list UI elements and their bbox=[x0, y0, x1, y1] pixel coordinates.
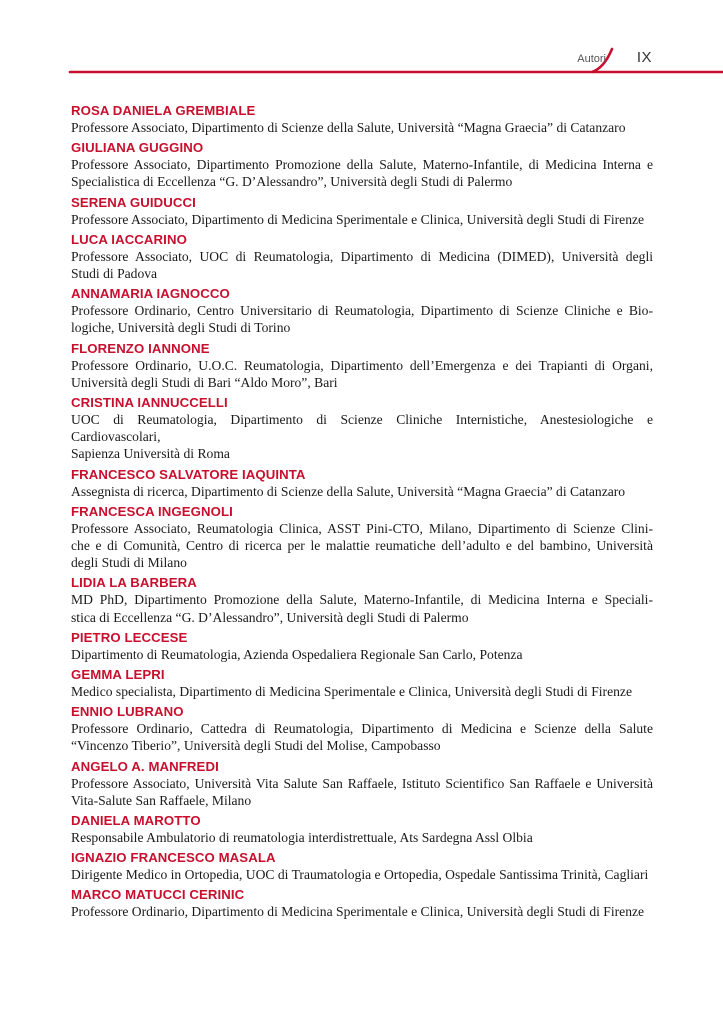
author-name: PIETRO LECCESE bbox=[71, 629, 188, 645]
author-affiliation-line: Responsabile Ambulatorio di reumatologia interdistrettuale, Ats Sardegna Assl Olbia bbox=[71, 830, 533, 846]
author-entry bbox=[71, 231, 653, 282]
author-entry bbox=[71, 394, 653, 463]
author-entry bbox=[71, 285, 653, 336]
author-name: GEMMA LEPRI bbox=[71, 667, 165, 683]
author-entry bbox=[71, 629, 653, 663]
author-entry bbox=[71, 812, 653, 846]
author-entry bbox=[71, 102, 653, 136]
author-affiliation-line: Studi di Padova bbox=[71, 266, 158, 282]
author-entry bbox=[71, 703, 653, 754]
author-affiliation-line: Sapienza Università di Roma bbox=[71, 446, 230, 462]
author-name: MARCO MATUCCI CERINIC bbox=[71, 887, 245, 903]
author-affiliation-line: degli Studi di Milano bbox=[71, 555, 187, 571]
author-affiliation-line: Medico specialista, Dipartimento di Medicina Sperimentale e Clinica, Università degli Studi di Firenze bbox=[71, 684, 632, 700]
author-affiliation-line: Specialistica di Eccellenza “G. D’Alessandro”, Università degli Studi di Palermo bbox=[71, 174, 513, 190]
author-entry bbox=[71, 574, 653, 625]
author-name: GIULIANA GUGGINO bbox=[71, 140, 204, 156]
author-affiliation-line: Professore Ordinario, U.O.C. Reumatologia, Dipartimento dell’Emergenza e dei Trapianti di Organi, bbox=[71, 357, 653, 373]
author-entry bbox=[71, 666, 653, 700]
author-name: FRANCESCA INGEGNOLI bbox=[71, 503, 233, 519]
author-name: IGNAZIO FRANCESCO MASALA bbox=[71, 850, 276, 866]
running-header-section: Autori bbox=[577, 53, 606, 65]
author-affiliation-line: Professore Associato, Dipartimento di Medicina Sperimentale e Clinica, Università degli Studi di Firenze bbox=[71, 211, 645, 227]
author-affiliation-line: Dirigente Medico in Ortopedia, UOC di Traumatologia e Ortopedia, Ospedale Santissima Trinità, Cagliari bbox=[71, 867, 649, 883]
author-name: FLORENZO IANNONE bbox=[71, 340, 210, 356]
page-number: IX bbox=[636, 49, 652, 66]
author-affiliation-line: UOC di Reumatologia, Dipartimento di Scienze Cliniche Internistiche, Anestesiologiche e Cardiovascolari, bbox=[71, 412, 653, 445]
author-name: ANGELO A. MANFREDI bbox=[71, 758, 219, 774]
author-affiliation-line: Vita-Salute San Raffaele, Milano bbox=[71, 792, 252, 808]
author-entry bbox=[71, 886, 653, 920]
author-entry bbox=[71, 194, 653, 228]
page-header bbox=[0, 0, 723, 80]
header-swoosh-rule bbox=[0, 0, 723, 80]
author-affiliation-line: Dipartimento di Reumatologia, Azienda Ospedaliera Regionale San Carlo, Potenza bbox=[71, 646, 523, 662]
author-name: LUCA IACCARINO bbox=[71, 231, 187, 247]
author-entry bbox=[71, 340, 653, 391]
author-entry bbox=[71, 466, 653, 500]
author-name: ANNAMARIA IAGNOCCO bbox=[71, 286, 230, 302]
author-name: ROSA DANIELA GREMBIALE bbox=[71, 103, 256, 118]
author-affiliation-line: Professore Associato, UOC di Reumatologia, Dipartimento di Medicina (DIMED), Università degli bbox=[71, 248, 653, 264]
author-name: SERENA GUIDUCCI bbox=[71, 194, 196, 210]
author-affiliation-line: logiche, Università degli Studi di Torino bbox=[71, 320, 291, 336]
author-entry bbox=[71, 139, 653, 190]
author-affiliation-line: Università degli Studi di Bari “Aldo Moro”, Bari bbox=[71, 374, 338, 390]
author-affiliation-line: “Vincenzo Tiberio”, Università degli Studi del Molise, Campobasso bbox=[71, 738, 441, 754]
author-affiliation-line: Professore Ordinario, Centro Universitario di Reumatologia, Dipartimento di Scienze Cliniche e Bio- bbox=[71, 303, 653, 319]
author-name: DANIELA MAROTTO bbox=[71, 813, 201, 829]
author-affiliation-line: Professore Associato, Reumatologia Clinica, ASST Pini-CTO, Milano, Dipartimento di Scienze Clini- bbox=[71, 520, 653, 536]
author-affiliation-line: Assegnista di ricerca, Dipartimento di Scienze della Salute, Università “Magna Graecia” di Catanzaro bbox=[71, 483, 626, 499]
author-name: CRISTINA IANNUCCELLI bbox=[71, 395, 228, 411]
author-name: LIDIA LA BARBERA bbox=[71, 575, 197, 591]
author-name: ENNIO LUBRANO bbox=[71, 704, 184, 720]
author-affiliation-line: stica di Eccellenza “G. D’Alessandro”, Università degli Studi di Palermo bbox=[71, 609, 469, 625]
author-affiliation-line: che e di Comunità, Centro di ricerca per le malattie reumatiche dell’adulto e del bambino, Università bbox=[71, 538, 653, 554]
author-entry bbox=[71, 503, 653, 572]
author-affiliation-line: Professore Associato, Università Vita Salute San Raffaele, Istituto Scientifico San Raffaele e Università bbox=[71, 775, 653, 791]
author-affiliation-line: MD PhD, Dipartimento Promozione della Salute, Materno-Infantile, di Medicina Interna e Speciali- bbox=[71, 592, 653, 608]
author-affiliation-line: Professore Associato, Dipartimento Promozione della Salute, Materno-Infantile, di Medicina Interna e bbox=[71, 157, 653, 173]
author-affiliation-line: Professore Associato, Dipartimento di Scienze della Salute, Università “Magna Graecia” di Catanzaro bbox=[71, 120, 626, 135]
author-affiliation-line: Professore Ordinario, Cattedra di Reumatologia, Dipartimento di Medicina e Scienze della Salute bbox=[71, 721, 653, 737]
author-list bbox=[71, 102, 653, 924]
author-entry bbox=[71, 849, 653, 883]
author-name: FRANCESCO SALVATORE IAQUINTA bbox=[71, 466, 306, 482]
author-affiliation-line: Professore Ordinario, Dipartimento di Medicina Sperimentale e Clinica, Università degli Studi di Firenze bbox=[71, 904, 645, 920]
author-entry bbox=[71, 758, 653, 809]
